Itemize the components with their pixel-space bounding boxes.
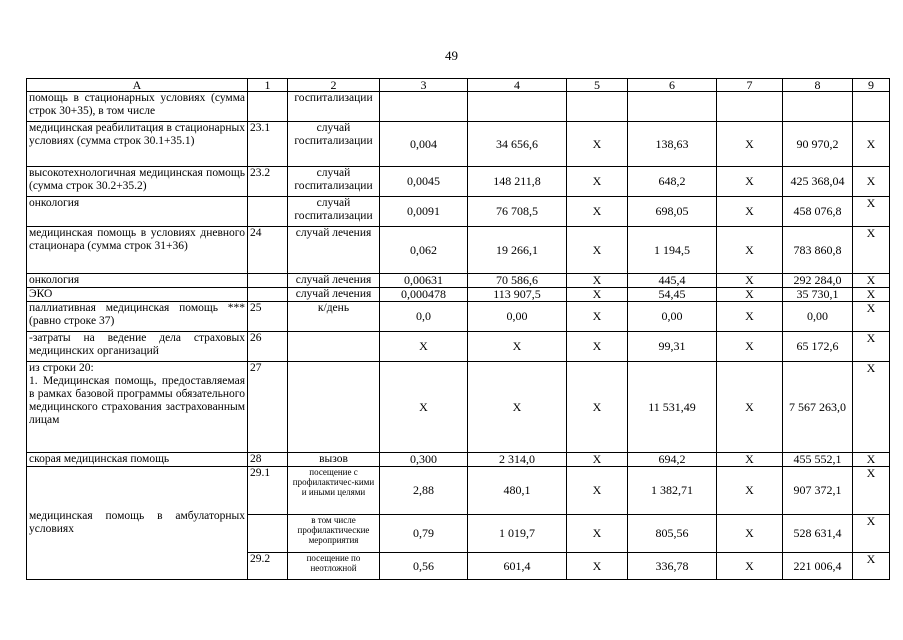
table-row — [27, 288, 890, 302]
cell-col3: X — [380, 332, 468, 362]
cell-col6: 1 194,5 — [628, 227, 717, 274]
row-unit — [288, 332, 380, 362]
cell-col4: 480,1 — [468, 467, 567, 515]
cell-col9: X — [853, 227, 890, 274]
row-description: скорая медицинская помощь — [27, 453, 248, 467]
row-unit: случай лечения — [288, 274, 380, 288]
row-description: из строки 20: 1. Медицинская помощь, предоставляемая в рамках базовой программы обязательного медицинского страхования застрахованным лицам — [27, 362, 248, 453]
cell-col6: 694,2 — [628, 453, 717, 467]
header-cell: 5 — [567, 79, 628, 92]
header-cell: 8 — [783, 79, 853, 92]
row-description: ЭКО — [27, 288, 248, 302]
row-description: онкология — [27, 274, 248, 288]
table-row — [27, 362, 890, 453]
table-row — [27, 197, 890, 227]
cell-col3: 0,0 — [380, 302, 468, 332]
cell-col8: 0,00 — [783, 302, 853, 332]
row-unit — [288, 362, 380, 453]
cell-col4: 148 211,8 — [468, 167, 567, 197]
row-description: паллиативная медицинская помощь *** (равно строке 37) — [27, 302, 248, 332]
table-row — [27, 227, 890, 274]
row-unit: в том числе профилактические мероприятия — [288, 515, 380, 553]
row-description: высокотехнологичная медицинская помощь (сумма строк 30.2+35.2) — [27, 167, 248, 197]
cell-col5: X — [567, 467, 628, 515]
cell-col3: 0,00631 — [380, 274, 468, 288]
row-description: онкология — [27, 197, 248, 227]
financing-table — [26, 78, 890, 580]
cell-col4: 34 656,6 — [468, 122, 567, 167]
table-row — [27, 453, 890, 467]
cell-col4: 76 708,5 — [468, 197, 567, 227]
cell-col9: X — [853, 453, 890, 467]
cell-col7: X — [717, 227, 783, 274]
header-cell: 7 — [717, 79, 783, 92]
cell-col4: X — [468, 362, 567, 453]
row-number: 23.2 — [248, 167, 288, 197]
row-description: медицинская помощь в условиях дневного стационара (сумма строк 31+36) — [27, 227, 248, 274]
cell-col5: X — [567, 197, 628, 227]
row-number: 23.1 — [248, 122, 288, 167]
cell-col7: X — [717, 122, 783, 167]
cell-col8: 455 552,1 — [783, 453, 853, 467]
cell-col3: 2,88 — [380, 467, 468, 515]
cell-col8: 292 284,0 — [783, 274, 853, 288]
row-number — [248, 288, 288, 302]
row-description: медицинская помощь в амбулаторных условиях — [27, 467, 248, 580]
row-unit: случай лечения — [288, 227, 380, 274]
cell-col9: X — [853, 288, 890, 302]
cell-col3: 0,300 — [380, 453, 468, 467]
cell-col7: X — [717, 197, 783, 227]
row-number: 27 — [248, 362, 288, 453]
cell-col8: 221 006,4 — [783, 553, 853, 580]
cell-col7: X — [717, 467, 783, 515]
cell-col5: X — [567, 515, 628, 553]
cell-col8: 425 368,04 — [783, 167, 853, 197]
header-row — [27, 79, 890, 92]
row-unit: посещение с профилактичес-кими и иными целями — [288, 467, 380, 515]
row-unit: посещение по неотложной — [288, 553, 380, 580]
cell-col8: 783 860,8 — [783, 227, 853, 274]
cell-col8: 35 730,1 — [783, 288, 853, 302]
row-number: 24 — [248, 227, 288, 274]
table-row — [27, 122, 890, 167]
row-description: медицинская реабилитация в стационарных условиях (сумма строк 30.1+35.1) — [27, 122, 248, 167]
cell-col8: 458 076,8 — [783, 197, 853, 227]
header-cell: А — [27, 79, 248, 92]
table-row — [27, 302, 890, 332]
cell-col3: 0,000478 — [380, 288, 468, 302]
cell-col4: 70 586,6 — [468, 274, 567, 288]
cell-col3: 0,0091 — [380, 197, 468, 227]
cell-col9: X — [853, 302, 890, 332]
cell-col6: 1 382,71 — [628, 467, 717, 515]
cell-col6: 336,78 — [628, 553, 717, 580]
row-unit: случай лечения — [288, 288, 380, 302]
cell-col9: X — [853, 274, 890, 288]
row-unit: случай госпитализации — [288, 122, 380, 167]
row-number: 29.1 — [248, 467, 288, 515]
cell-col9: X — [853, 467, 890, 515]
cell-col5: X — [567, 362, 628, 453]
cell-col3: X — [380, 362, 468, 453]
row-number — [248, 274, 288, 288]
table-row — [27, 274, 890, 288]
cell-col7: X — [717, 302, 783, 332]
cell-col6: 648,2 — [628, 167, 717, 197]
cell-col7: X — [717, 553, 783, 580]
cell-col5: X — [567, 302, 628, 332]
page-number: 49 — [445, 48, 458, 63]
table-row — [27, 167, 890, 197]
cell-col9: X — [853, 553, 890, 580]
cell-col4: 2 314,0 — [468, 453, 567, 467]
header-cell: 1 — [248, 79, 288, 92]
cell-col9: X — [853, 122, 890, 167]
row-unit: к/день — [288, 302, 380, 332]
cell-col7: X — [717, 167, 783, 197]
header-cell: 9 — [853, 79, 890, 92]
cell-col5: X — [567, 274, 628, 288]
cell-col8: 528 631,4 — [783, 515, 853, 553]
row-number — [248, 515, 288, 553]
cell-col8: 907 372,1 — [783, 467, 853, 515]
cell-col6: 54,45 — [628, 288, 717, 302]
cell-col6: 99,31 — [628, 332, 717, 362]
cell-col5: X — [567, 332, 628, 362]
cell-col8: 7 567 263,0 — [783, 362, 853, 453]
row-number — [248, 197, 288, 227]
cell-col7: X — [717, 332, 783, 362]
cell-col3: 0,004 — [380, 122, 468, 167]
cell-col7: X — [717, 288, 783, 302]
cell-col3: 0,79 — [380, 515, 468, 553]
cell-col4 — [468, 92, 567, 122]
cell-col4: 19 266,1 — [468, 227, 567, 274]
cell-col5: X — [567, 288, 628, 302]
table-row — [27, 332, 890, 362]
cell-col5: X — [567, 122, 628, 167]
row-unit: случай госпитализации — [288, 167, 380, 197]
cell-col9: X — [853, 197, 890, 227]
row-number: 25 — [248, 302, 288, 332]
row-unit: случай госпитализации — [288, 197, 380, 227]
cell-col7: X — [717, 274, 783, 288]
cell-col3 — [380, 92, 468, 122]
cell-col6: 11 531,49 — [628, 362, 717, 453]
cell-col9: X — [853, 515, 890, 553]
cell-col7 — [717, 92, 783, 122]
cell-col3: 0,56 — [380, 553, 468, 580]
cell-col8: 90 970,2 — [783, 122, 853, 167]
cell-col9: X — [853, 167, 890, 197]
cell-col6 — [628, 92, 717, 122]
cell-col6: 805,56 — [628, 515, 717, 553]
header-cell: 6 — [628, 79, 717, 92]
cell-col5 — [567, 92, 628, 122]
cell-col3: 0,062 — [380, 227, 468, 274]
cell-col5: X — [567, 227, 628, 274]
cell-col7: X — [717, 515, 783, 553]
cell-col6: 0,00 — [628, 302, 717, 332]
row-description: помощь в стационарных условиях (сумма строк 30+35), в том числе — [27, 92, 248, 122]
cell-col7: X — [717, 362, 783, 453]
header-cell: 2 — [288, 79, 380, 92]
cell-col4: 1 019,7 — [468, 515, 567, 553]
row-unit: вызов — [288, 453, 380, 467]
cell-col4: 0,00 — [468, 302, 567, 332]
cell-col4: X — [468, 332, 567, 362]
row-description: -затраты на ведение дела страховых медицинских организаций — [27, 332, 248, 362]
cell-col5: X — [567, 453, 628, 467]
cell-col6: 445,4 — [628, 274, 717, 288]
cell-col9 — [853, 92, 890, 122]
cell-col5: X — [567, 553, 628, 580]
cell-col4: 113 907,5 — [468, 288, 567, 302]
cell-col6: 138,63 — [628, 122, 717, 167]
row-number: 28 — [248, 453, 288, 467]
cell-col9: X — [853, 332, 890, 362]
row-number: 26 — [248, 332, 288, 362]
table-row — [27, 467, 890, 515]
row-number: 29.2 — [248, 553, 288, 580]
cell-col5: X — [567, 167, 628, 197]
cell-col4: 601,4 — [468, 553, 567, 580]
cell-col3: 0,0045 — [380, 167, 468, 197]
row-number — [248, 92, 288, 122]
row-unit: госпитализации — [288, 92, 380, 122]
table-row — [27, 92, 890, 122]
cell-col8: 65 172,6 — [783, 332, 853, 362]
cell-col7: X — [717, 453, 783, 467]
cell-col8 — [783, 92, 853, 122]
cell-col9: X — [853, 362, 890, 453]
cell-col6: 698,05 — [628, 197, 717, 227]
header-cell: 4 — [468, 79, 567, 92]
header-cell: 3 — [380, 79, 468, 92]
